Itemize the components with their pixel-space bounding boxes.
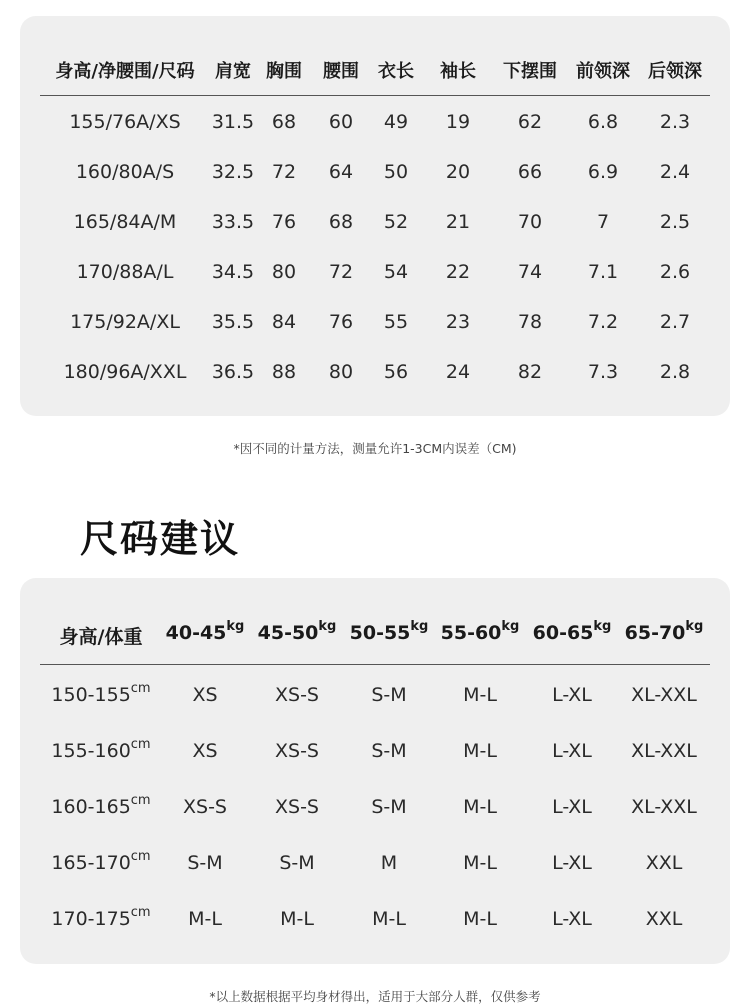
table-cell: 62 xyxy=(517,111,543,133)
table-cell: 80 xyxy=(271,261,297,283)
size-cell: M-L xyxy=(463,852,497,874)
size-cell: M-L xyxy=(463,796,497,818)
table-cell: 23 xyxy=(445,311,471,333)
measurement-note: *因不同的计量方法，测量允许1-3CM内误差（CM) xyxy=(233,441,517,456)
size-cell: S-M xyxy=(371,796,407,818)
table-cell: 64 xyxy=(328,161,354,183)
size-cell: M-L xyxy=(372,908,406,930)
table-cell: 36.5 xyxy=(211,361,255,383)
weight-header: $40-45^{kg}$ xyxy=(165,619,245,644)
height-cell: $165-170^{cm}$ xyxy=(51,849,151,874)
table-cell: 33.5 xyxy=(211,211,255,233)
size-cell: XL-XXL xyxy=(631,684,697,706)
weight-header: $60-65^{kg}$ xyxy=(532,619,612,644)
size-cell: XS-S xyxy=(275,740,319,762)
table-cell: 80 xyxy=(328,361,354,383)
size-cell: M-L xyxy=(463,684,497,706)
table-cell: 2.3 xyxy=(659,111,691,133)
height-cell: $160-165^{cm}$ xyxy=(51,793,151,818)
section-title: 尺码建议 xyxy=(80,517,241,561)
size-cell: XL-XXL xyxy=(631,740,697,762)
height-cell: $150-155^{cm}$ xyxy=(51,681,151,706)
table-cell: 160/80A/S xyxy=(75,161,175,183)
reference-note: *以上数据根据平均身材得出，适用于大部分人群，仅供参考 xyxy=(209,989,541,1004)
size-chart-card xyxy=(20,16,730,416)
size-cell: S-M xyxy=(371,740,407,762)
height-cell: $170-175^{cm}$ xyxy=(51,905,151,930)
header-hem: 下摆围 xyxy=(503,61,557,82)
table-cell: 78 xyxy=(517,311,543,333)
size-cell: XL-XXL xyxy=(631,796,697,818)
table-cell: 35.5 xyxy=(211,311,255,333)
table-cell: 34.5 xyxy=(211,261,255,283)
table-cell: 60 xyxy=(328,111,354,133)
table-cell: 76 xyxy=(328,311,354,333)
table-cell: 7 xyxy=(596,211,610,233)
table-cell: 180/96A/XXL xyxy=(63,361,187,383)
size-cell: M-L xyxy=(188,908,222,930)
table-cell: 19 xyxy=(445,111,471,133)
size-cell: XS-S xyxy=(183,796,227,818)
table-cell: 74 xyxy=(517,261,543,283)
size-advice-card xyxy=(20,578,730,964)
size-cell: XS-S xyxy=(275,684,319,706)
table-cell: 56 xyxy=(383,361,409,383)
table-cell: 68 xyxy=(328,211,354,233)
header-height-weight: 身高/体重 xyxy=(59,626,143,648)
table-cell: 6.9 xyxy=(587,161,619,183)
table-cell: 2.5 xyxy=(659,211,691,233)
size-cell: L-XL xyxy=(552,908,592,930)
header-front-neck: 前领深 xyxy=(576,61,630,82)
size-cell: M-L xyxy=(463,908,497,930)
table-cell: 20 xyxy=(445,161,471,183)
weight-header: $65-70^{kg}$ xyxy=(624,619,704,644)
size-cell: L-XL xyxy=(552,796,592,818)
table-cell: 54 xyxy=(383,261,409,283)
table-cell: 165/84A/M xyxy=(73,211,177,233)
table-cell: 52 xyxy=(383,211,409,233)
header-chest: 胸围 xyxy=(266,61,302,82)
size-cell: XXL xyxy=(645,852,683,874)
table-cell: 70 xyxy=(517,211,543,233)
table-cell: 32.5 xyxy=(211,161,255,183)
header-height-waist-size: 身高/净腰围/尺码 xyxy=(55,61,195,82)
header-waist: 腰围 xyxy=(323,61,359,82)
table-cell: 2.4 xyxy=(659,161,691,183)
table-cell: 2.8 xyxy=(659,361,691,383)
table-cell: 55 xyxy=(383,311,409,333)
table-cell: 72 xyxy=(328,261,354,283)
table-cell: 170/88A/L xyxy=(76,261,174,283)
table-cell: 6.8 xyxy=(587,111,619,133)
size-cell: XS xyxy=(192,740,218,762)
header-length: 衣长 xyxy=(378,61,414,82)
table-cell: 66 xyxy=(517,161,543,183)
weight-header: $50-55^{kg}$ xyxy=(349,619,429,644)
size-cell: M-L xyxy=(463,740,497,762)
size-cell: S-M xyxy=(371,684,407,706)
header-sleeve: 袖长 xyxy=(440,61,476,82)
table-cell: 175/92A/XL xyxy=(70,311,180,333)
size-cell: M xyxy=(380,852,398,874)
header-back-neck: 后领深 xyxy=(648,61,702,82)
table-cell: 49 xyxy=(383,111,409,133)
table-cell: 21 xyxy=(445,211,471,233)
table-cell: 88 xyxy=(271,361,297,383)
table-cell: 31.5 xyxy=(211,111,255,133)
table-cell: 72 xyxy=(271,161,297,183)
size-cell: S-M xyxy=(187,852,223,874)
table-cell: 82 xyxy=(517,361,543,383)
size-cell: L-XL xyxy=(552,684,592,706)
weight-header: $55-60^{kg}$ xyxy=(440,619,520,644)
header-divider xyxy=(40,664,710,665)
height-cell: $155-160^{cm}$ xyxy=(51,737,151,762)
table-cell: 68 xyxy=(271,111,297,133)
table-cell: 24 xyxy=(445,361,471,383)
table-cell: 155/76A/XS xyxy=(69,111,181,133)
weight-header: $45-50^{kg}$ xyxy=(257,619,337,644)
size-cell: M-L xyxy=(280,908,314,930)
table-cell: 76 xyxy=(271,211,297,233)
table-cell: 84 xyxy=(271,311,297,333)
table-cell: 50 xyxy=(383,161,409,183)
size-cell: XS xyxy=(192,684,218,706)
table-cell: 22 xyxy=(445,261,471,283)
table-cell: 2.6 xyxy=(659,261,691,283)
table-cell: 7.2 xyxy=(587,311,619,333)
size-cell: XS-S xyxy=(275,796,319,818)
table-cell: 2.7 xyxy=(659,311,691,333)
table-cell: 7.3 xyxy=(587,361,619,383)
size-cell: L-XL xyxy=(552,740,592,762)
header-shoulder: 肩宽 xyxy=(215,61,251,82)
size-cell: L-XL xyxy=(552,852,592,874)
size-cell: XXL xyxy=(645,908,683,930)
size-cell: S-M xyxy=(279,852,315,874)
header-divider xyxy=(40,95,710,96)
table-cell: 7.1 xyxy=(587,261,619,283)
